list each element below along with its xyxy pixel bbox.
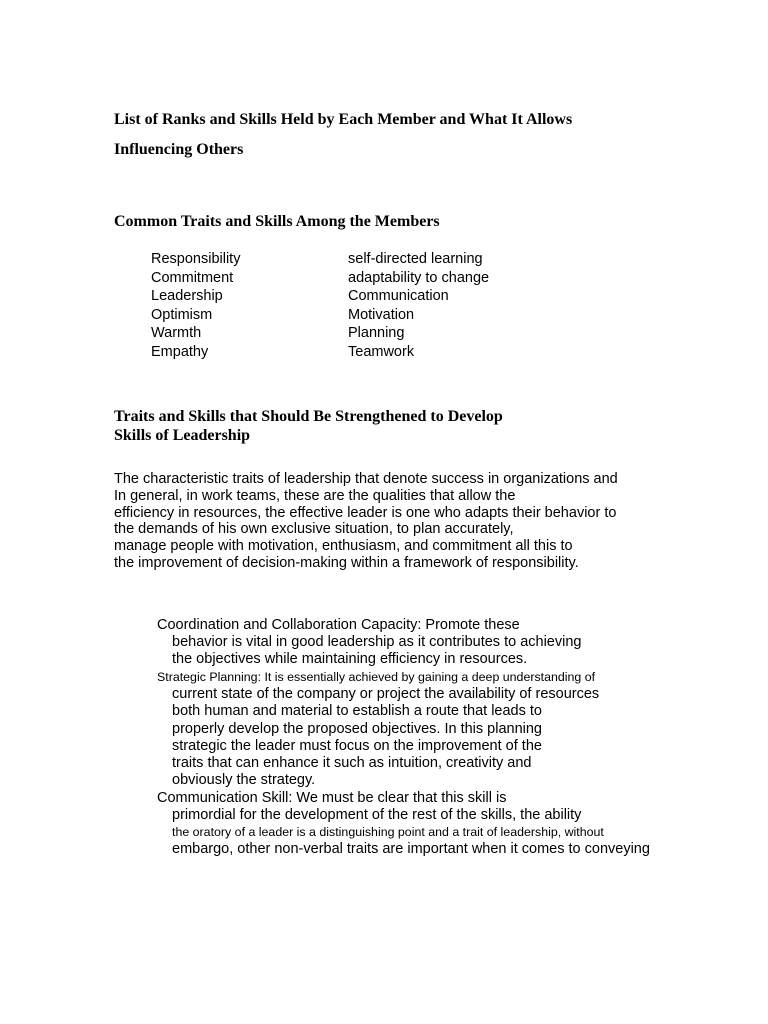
leadership-skills-list	[151, 616, 650, 858]
list-item: self-directed learning	[348, 251, 483, 267]
list-item: Communication	[348, 288, 449, 305]
list-item: Warmth	[151, 325, 202, 342]
list-item: Commitment	[151, 269, 234, 286]
leadership-paragraph	[114, 471, 618, 572]
list-item-strategic-planning: Strategic Planning: It is essentially achieved by gaining a deep understanding of current state of the company or project the availability of resources both human and material to establish a route that leads to properly develop the proposed objectives. In this planning strategic the leader must focus on the improvement of the traits that can enhance it such as intuition, creativity and obviously the strategy.	[157, 670, 600, 788]
section-heading-strengthen-line-1: Traits and Skills that Should Be Strengthened to Develop	[114, 408, 503, 425]
traits-list-column-1	[145, 250, 240, 362]
paragraph-line: The characteristic traits of leadership that denote success in organizations and	[114, 471, 618, 487]
list-item: Optimism	[151, 306, 213, 323]
paragraph-line: the improvement of decision-making within a framework of responsibility.	[114, 554, 579, 571]
list-item: Planning	[348, 325, 405, 342]
list-item: Empathy	[151, 343, 209, 360]
section-heading-strengthen-line-2: Skills of Leadership	[114, 427, 251, 444]
list-item: adaptability to change	[348, 269, 490, 286]
paragraph-line: manage people with motivation, enthusiasm, and commitment all this to	[114, 538, 573, 555]
section-heading-common-traits: Common Traits and Skills Among the Members	[114, 213, 440, 230]
list-item-communication-skill: Communication Skill: We must be clear that this skill is primordial for the development of the rest of the skills, the ability the oratory of a leader is a distinguishing point and a trait of leadership, without embargo, other non-verbal traits are important when it comes to conveying	[157, 789, 650, 858]
list-item: Teamwork	[348, 343, 415, 360]
paragraph-line: efficiency in resources, the effective leader is one who adapts their behavior to	[114, 504, 617, 521]
list-item-coordination: Coordination and Collaboration Capacity: Promote these behavior is vital in good leadership as it contributes to achieving the objectives while maintaining efficiency in resources.	[157, 617, 582, 668]
list-item: Responsibility	[151, 251, 241, 267]
document-title-line-1: List of Ranks and Skills Held by Each Member and What It Allows	[114, 111, 573, 128]
document-title-line-2: Influencing Others	[114, 141, 244, 158]
traits-list-column-2	[342, 250, 489, 362]
paragraph-line: the demands of his own exclusive situation, to plan accurately,	[114, 521, 514, 538]
list-item: Motivation	[348, 306, 415, 323]
list-item: Leadership	[151, 288, 223, 305]
paragraph-line: In general, in work teams, these are the qualities that allow the	[114, 487, 516, 504]
